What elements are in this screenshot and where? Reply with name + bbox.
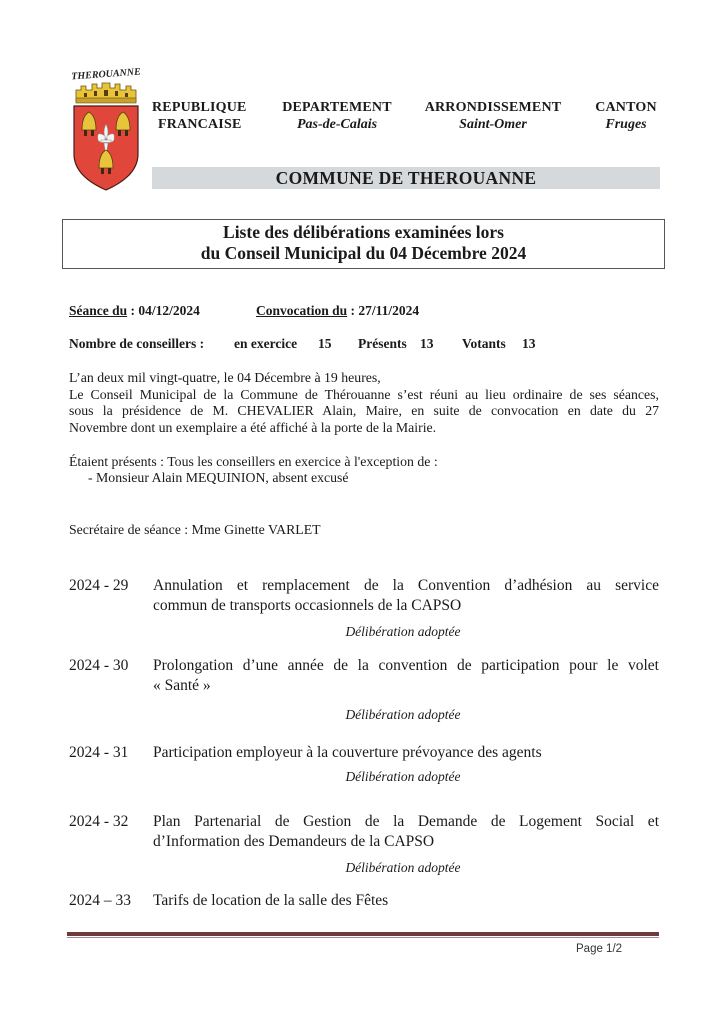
- deliberation-status: Délibération adoptée: [345, 769, 461, 784]
- deliberation-title-line1: Plan Partenarial de Gestion de la Demande de Logement Social et: [153, 813, 659, 830]
- deliberation-title-line1: Annulation et remplacement de la Convention d’adhésion au service: [153, 577, 659, 594]
- preamble-line1: L’an deux mil vingt-quatre, le 04 Décembre à 19 heures,: [69, 370, 381, 385]
- canton-title: CANTON: [595, 100, 657, 115]
- deliberation-title-line1: Prolongation d’une année de la convention de participation pour le volet: [153, 657, 659, 674]
- preamble-line3: sous la présidence de M. CHEVALIER Alain, Maire, en suite de convocation en date du 27: [69, 403, 659, 418]
- arrondissement-title: ARRONDISSEMENT: [424, 100, 562, 115]
- votants-value: 13: [522, 336, 536, 351]
- mural-crown: [76, 83, 136, 103]
- deliberation-title-line1: Participation employeur à la couverture prévoyance des agents: [153, 744, 542, 761]
- title-line1: Liste des délibérations examinées lors: [223, 222, 504, 242]
- votants-label: Votants: [462, 336, 506, 351]
- deliberation-item: [69, 743, 659, 787]
- seance-date: [69, 303, 200, 319]
- deliberation-item: [69, 576, 659, 642]
- deliberation-item: [69, 812, 659, 878]
- convocation-date: [256, 303, 419, 319]
- footer-divider: [67, 932, 659, 936]
- arrondissement-value: Saint-Omer: [459, 117, 527, 132]
- seance-label: Séance du: [69, 303, 128, 318]
- departement-value: Pas-de-Calais: [296, 117, 378, 132]
- commune-coat-of-arms-icon: [66, 64, 146, 194]
- deliberation-number: 2024 – 33: [69, 892, 131, 909]
- deliberation-status: Délibération adoptée: [345, 860, 461, 875]
- counts-label: Nombre de conseillers :: [69, 336, 205, 351]
- presents-value: 13: [420, 336, 434, 351]
- seance-value: : 04/12/2024: [127, 303, 200, 318]
- deliberation-status: Délibération adoptée: [345, 624, 461, 639]
- header-republique: [152, 99, 252, 133]
- header-arrondissement: [420, 99, 566, 133]
- presents-label: Présents: [358, 336, 407, 351]
- attendance-absent: - Monsieur Alain MEQUINION, absent excusé: [88, 470, 349, 485]
- deliberation-title-line2: commun de transports occasionnels de la CAPSO: [153, 597, 462, 614]
- deliberation-number: 2024 - 31: [69, 744, 129, 761]
- header-canton: [588, 99, 664, 133]
- attendance-presents: Étaient présents : Tous les conseillers en exercice à l'exception de :: [69, 454, 438, 469]
- republique-line2: FRANCAISE: [158, 117, 242, 132]
- deliberation-title-line1: Tarifs de location de la salle des Fêtes: [153, 892, 389, 909]
- convocation-value: : 27/11/2024: [347, 303, 420, 318]
- deliberation-number: 2024 - 29: [69, 577, 129, 594]
- preamble-line4: Novembre dont un exemplaire a été affiché à la porte de la Mairie.: [69, 419, 437, 435]
- en-exercice-label: en exercice: [234, 336, 298, 351]
- deliberation-title-line2: « Santé »: [153, 677, 211, 694]
- canton-value: Fruges: [605, 117, 647, 132]
- preamble-paragraph: [69, 370, 659, 436]
- councillor-counts: [69, 336, 536, 352]
- preamble-line2: Le Conseil Municipal de la Commune de Thérouanne s’est réuni au lieu ordinaire de ses séances,: [69, 386, 659, 402]
- republique-line1: REPUBLIQUE: [152, 100, 247, 115]
- commune-banner: COMMUNE DE THEROUANNE: [152, 167, 660, 189]
- header-departement: [278, 99, 396, 133]
- crest-label: THEROUANNE: [71, 66, 142, 83]
- title-line2: du Conseil Municipal du 04 Décembre 2024: [200, 243, 527, 263]
- convocation-label: Convocation du: [256, 303, 348, 318]
- deliberation-item: [69, 891, 659, 911]
- session-secretary: Secrétaire de séance : Mme Ginette VARLET: [69, 522, 321, 537]
- deliberation-number: 2024 - 30: [69, 657, 129, 674]
- en-exercice-value: 15: [318, 336, 332, 351]
- deliberation-status: Délibération adoptée: [345, 707, 461, 722]
- departement-title: DEPARTEMENT: [282, 100, 392, 115]
- footer-divider-thin: [67, 937, 659, 938]
- deliberation-item: [69, 656, 659, 725]
- document-title-box: [62, 219, 665, 269]
- page-number: Page 1/2: [576, 943, 623, 955]
- deliberation-number: 2024 - 32: [69, 813, 129, 830]
- deliberation-title-line2: d’Information des Demandeurs de la CAPSO: [153, 833, 435, 850]
